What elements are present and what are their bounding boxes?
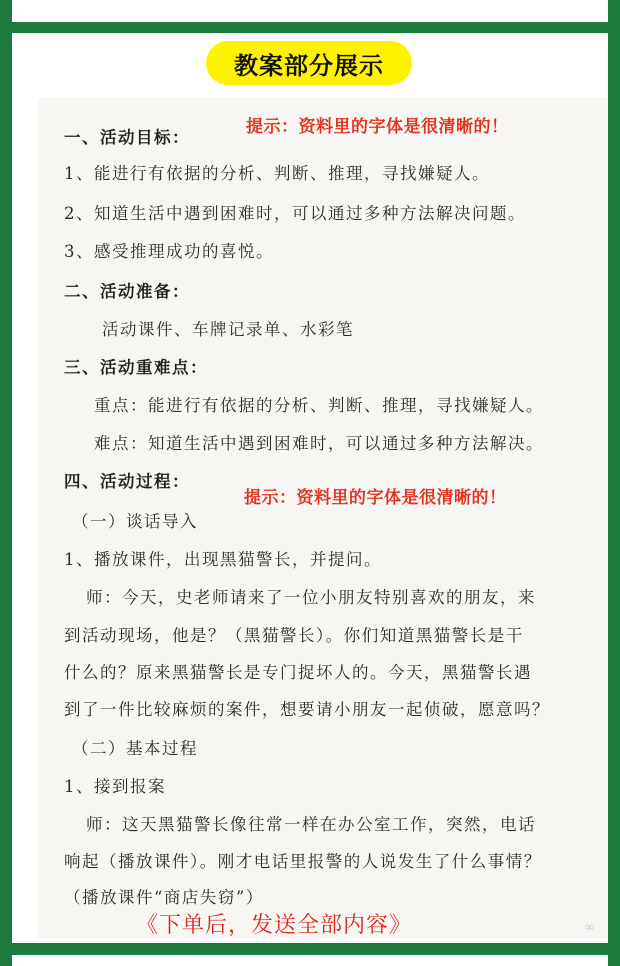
keypoints-heading: 三、活动重难点：: [64, 358, 208, 377]
part1-paragraph-line-3: 什么的？原来黑猫警长是专门捉坏人的。今天，黑猫警长遇: [64, 663, 532, 682]
part1-step1: 1、播放课件，出现黑猫警长，并提问。: [64, 550, 382, 569]
part1-heading: （一）谈话导入: [72, 512, 198, 531]
process-heading: 四、活动过程：: [64, 472, 190, 491]
part1-paragraph-line-1: 师：今天，史老师请来了一位小朋友特别喜欢的朋友，来: [86, 588, 536, 607]
part2-step1: 1、接到报案: [64, 777, 166, 796]
prep-items: 活动课件、车牌记录单、水彩笔: [102, 320, 354, 339]
part2-heading: （二）基本过程: [72, 739, 198, 758]
difficult-point: 难点：知道生活中遇到困难时，可以通过多种方法解决。: [94, 434, 544, 453]
goal-item-1: 1、能进行有依据的分析、判断、推理，寻找嫌疑人。: [64, 164, 490, 183]
clarity-hint-top: 提示：资料里的字体是很清晰的！: [246, 117, 509, 137]
goal-item-2: 2、知道生活中遇到困难时，可以通过多种方法解决问题。: [64, 204, 526, 223]
top-white-strip: [12, 0, 608, 22]
part1-paragraph-line-2: 到活动现场，他是？（黑猫警长）。你们知道黑猫警长是干: [64, 626, 524, 645]
part2-paragraph-line-2: 响起（播放课件）。刚才电话里报警的人说发生了什么事情？: [64, 852, 542, 871]
key-point: 重点：能进行有依据的分析、判断、推理，寻找嫌疑人。: [94, 396, 544, 415]
bottom-white-strip: [12, 955, 608, 966]
part2-paragraph-line-1: 师：这天黑猫警长像往常一样在办公室工作，突然，电话: [86, 815, 536, 834]
prep-heading: 二、活动准备：: [64, 282, 190, 301]
part2-paragraph-line-3: （播放课件“商店失窃”）: [64, 888, 264, 907]
part1-paragraph-line-4: 到了一件比较麻烦的案件，想要请小朋友一起侦破，愿意吗？: [64, 700, 550, 719]
watermark-icon: ∞: [584, 920, 595, 935]
page-title-banner: 教案部分展示: [206, 41, 412, 85]
clarity-hint-middle: 提示：资料里的字体是很清晰的！: [244, 488, 507, 508]
order-note: 《下单后，发送全部内容》: [136, 913, 413, 938]
goal-item-3: 3、感受推理成功的喜悦。: [64, 242, 274, 261]
goals-heading: 一、活动目标：: [64, 128, 190, 147]
